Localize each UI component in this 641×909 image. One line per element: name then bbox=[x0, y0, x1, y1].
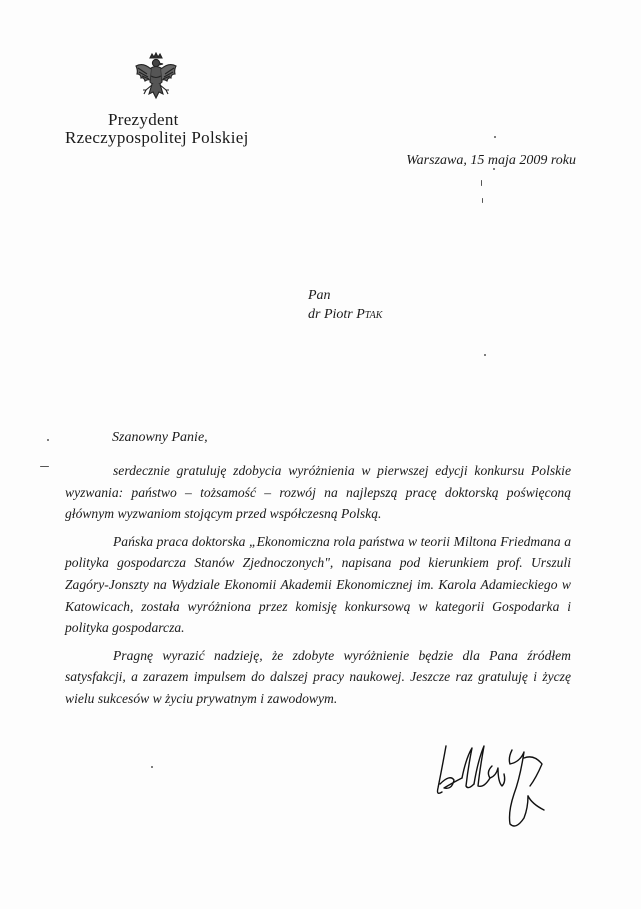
letter-body bbox=[65, 460, 571, 716]
paragraph-thesis: Pańska praca doktorska „Ekonomiczna rola państwa w teorii Miltona Friedmana a polityka gospodarcza Stanów Zjednoczonych", napisana pod kierunkiem prof. Urszuli Zagóry-Jonszty na Wydziale Ekonomii Akademii Ekonomicznej im. Karola Adamieckiego w Katowicach, została wyróżniona przez komisję konkursową w kategorii Gospodarka i polityka gospodarcza. bbox=[65, 533, 571, 636]
addressee-title: Pan bbox=[308, 288, 331, 303]
letterhead-title: Prezydent bbox=[108, 110, 179, 129]
paragraph-closing: Pragnę wyrazić nadzieję, że zdobyte wyróżnienie będzie dla Pana źródłem satysfakcji, a zarazem impulsem do dalszej pracy naukowej. Jeszcze raz gratuluję i życzę wielu sukcesów w życiu prywatnym i zawodowym. bbox=[65, 647, 571, 706]
addressee-surname: Ptak bbox=[356, 307, 383, 322]
scan-speck bbox=[484, 354, 486, 356]
letterhead-subtitle: Rzeczypospolitej Polskiej bbox=[65, 128, 249, 147]
scan-speck bbox=[494, 136, 496, 138]
addressee-name bbox=[308, 307, 382, 323]
scan-speck bbox=[493, 168, 495, 170]
scan-speck bbox=[481, 180, 482, 186]
letter-date: Warszawa, 15 maja 2009 roku bbox=[406, 153, 576, 168]
scan-speck bbox=[151, 766, 153, 768]
paragraph-congratulations: serdecznie gratuluję zdobycia wyróżnienia w pierwszej edycji konkursu Polskie wyzwania: państwo – tożsamość – rozwój na najlepszą pracę doktorską poświęconą głównym wyzwaniom stojącym przed współczesną Polską. bbox=[65, 463, 571, 522]
scan-speck bbox=[482, 198, 483, 203]
salutation: Szanowny Panie, bbox=[112, 430, 208, 445]
addressee-prefix: dr Piotr bbox=[308, 307, 357, 322]
scan-speck bbox=[47, 439, 49, 441]
scan-speck bbox=[40, 466, 49, 467]
polish-eagle-emblem-icon bbox=[133, 52, 179, 110]
handwritten-signature-icon bbox=[432, 738, 562, 838]
